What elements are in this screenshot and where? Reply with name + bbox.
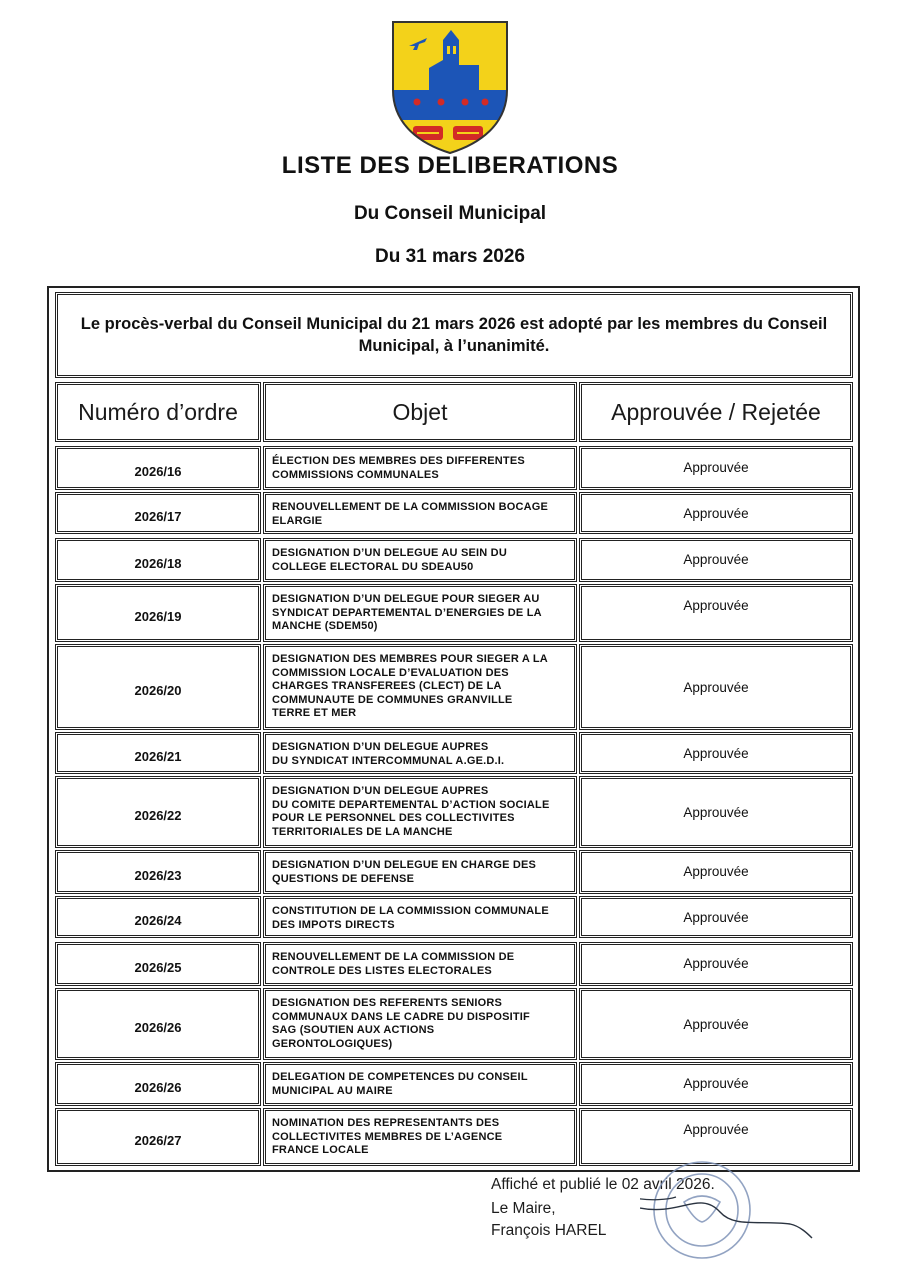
row-object [263, 538, 577, 582]
row-status: Approuvée [579, 1108, 853, 1166]
row-status: Approuvée [579, 732, 853, 774]
row-object-line: MANCHE (SDEM50) [272, 620, 378, 632]
row-number: 2026/27 [55, 1108, 261, 1166]
row-object-line: TERRE ET MER [272, 707, 357, 719]
row-object [263, 1062, 577, 1106]
row-object-line: COMMISSION LOCALE D’EVALUATION DES [272, 666, 509, 679]
row-object [263, 988, 577, 1060]
row-number: 2026/19 [55, 584, 261, 642]
row-number: 2026/26 [55, 988, 261, 1060]
mairie-stamp-icon [640, 1150, 815, 1272]
row-object-line: TERRITORIALES DE LA MANCHE [272, 825, 453, 838]
row-status: Approuvée [579, 446, 853, 490]
row-status: Approuvée [579, 896, 853, 938]
column-header-number: Numéro d’ordre [55, 382, 261, 442]
row-object [263, 776, 577, 848]
meeting-date: Du 31 mars 2026 [375, 246, 525, 267]
row-object-line: CHARGES TRANSFEREES (CLECT) DE LA [272, 680, 502, 692]
row-object-line: COMMISSIONS COMMUNALES [272, 468, 439, 481]
page-title: LISTE DES DELIBERATIONS [281, 152, 619, 179]
row-object-line: NOMINATION DES REPRESENTANTS DES [272, 1117, 500, 1129]
row-object [263, 732, 577, 774]
row-object-line: FRANCE LOCALE [272, 1144, 369, 1156]
row-number: 2026/16 [55, 446, 261, 490]
row-object-line: DU SYNDICAT INTERCOMMUNAL A.GE.D.I. [272, 754, 505, 767]
row-object [263, 850, 577, 894]
row-number: 2026/26 [55, 1062, 261, 1106]
row-object-line: COLLEGE ELECTORAL DU SDEAU50 [272, 560, 474, 573]
row-object-line: SYNDICAT DEPARTEMENTAL D’ENERGIES DE LA [272, 606, 542, 619]
minutes-adoption-note: Le procès-verbal du Conseil Municipal du 21 mars 2026 est adopté par les membres du Conseil Municipal, à l’unanimité. [55, 292, 853, 378]
row-object-line: DELEGATION DE COMPETENCES DU CONSEIL [272, 1071, 528, 1083]
signatory-name: François HAREL [491, 1222, 607, 1239]
row-object-line: MUNICIPAL AU MAIRE [272, 1084, 393, 1097]
row-object-line: RENOUVELLEMENT DE LA COMMISSION DE [272, 951, 515, 963]
row-number: 2026/21 [55, 732, 261, 774]
row-object-line: DES IMPOTS DIRECTS [272, 918, 395, 931]
page-subtitle: Du Conseil Municipal [353, 203, 547, 224]
row-object [263, 644, 577, 730]
publication-notice: Affiché et publié le 02 avril 2026. [491, 1176, 715, 1193]
row-object-line: SAG (SOUTIEN AUX ACTIONS [272, 1024, 435, 1036]
row-object [263, 942, 577, 986]
row-number: 2026/23 [55, 850, 261, 894]
row-status: Approuvée [579, 584, 853, 642]
coat-of-arms-icon [391, 20, 509, 155]
row-status: Approuvée [579, 850, 853, 894]
row-object [263, 896, 577, 938]
row-object-line: DESIGNATION D’UN DELEGUE AUPRES [272, 741, 489, 753]
row-object-line: COMMUNAUX DANS LE CADRE DU DISPOSITIF [272, 1010, 530, 1023]
row-object [263, 1108, 577, 1166]
row-object-line: COLLECTIVITES MEMBRES DE L’AGENCE [272, 1130, 503, 1143]
row-status: Approuvée [579, 538, 853, 582]
row-object-line: ELARGIE [272, 514, 323, 527]
row-object-line: CONSTITUTION DE LA COMMISSION COMMUNALE [272, 905, 549, 917]
row-object [263, 492, 577, 534]
row-number: 2026/24 [55, 896, 261, 938]
row-object-line: DESIGNATION D’UN DELEGUE EN CHARGE DES [272, 859, 537, 871]
row-number: 2026/17 [55, 492, 261, 534]
row-object-line: DESIGNATION D’UN DELEGUE AUPRES [272, 785, 489, 797]
row-object-line: DESIGNATION DES MEMBRES POUR SIEGER A LA [272, 653, 548, 665]
column-header-object: Objet [263, 382, 577, 442]
row-status: Approuvée [579, 1062, 853, 1106]
row-status: Approuvée [579, 776, 853, 848]
column-header-status: Approuvée / Rejetée [579, 382, 853, 442]
row-object [263, 446, 577, 490]
row-object-line: POUR LE PERSONNEL DES COLLECTIVITES [272, 812, 515, 824]
row-status: Approuvée [579, 492, 853, 534]
row-object-line: ÉLECTION DES MEMBRES DES DIFFERENTES [272, 455, 525, 467]
row-object-line: DU COMITE DEPARTEMENTAL D’ACTION SOCIALE [272, 798, 550, 811]
row-object-line: DESIGNATION D’UN DELEGUE AU SEIN DU [272, 547, 507, 559]
row-status: Approuvée [579, 644, 853, 730]
row-object-line: DESIGNATION D’UN DELEGUE POUR SIEGER AU [272, 593, 540, 605]
row-object-line: RENOUVELLEMENT DE LA COMMISSION BOCAGE [272, 501, 549, 513]
row-status: Approuvée [579, 942, 853, 986]
row-object-line: DESIGNATION DES REFERENTS SENIORS [272, 997, 503, 1009]
signatory-role: Le Maire, [491, 1200, 556, 1217]
row-number: 2026/25 [55, 942, 261, 986]
row-object-line: GERONTOLOGIQUES) [272, 1037, 393, 1050]
row-object-line: QUESTIONS DE DEFENSE [272, 872, 415, 885]
row-object-line: CONTROLE DES LISTES ELECTORALES [272, 964, 492, 977]
row-number: 2026/22 [55, 776, 261, 848]
row-number: 2026/20 [55, 644, 261, 730]
row-number: 2026/18 [55, 538, 261, 582]
row-object-line: COMMUNAUTE DE COMMUNES GRANVILLE [272, 693, 513, 706]
row-status: Approuvée [579, 988, 853, 1060]
row-object [263, 584, 577, 642]
